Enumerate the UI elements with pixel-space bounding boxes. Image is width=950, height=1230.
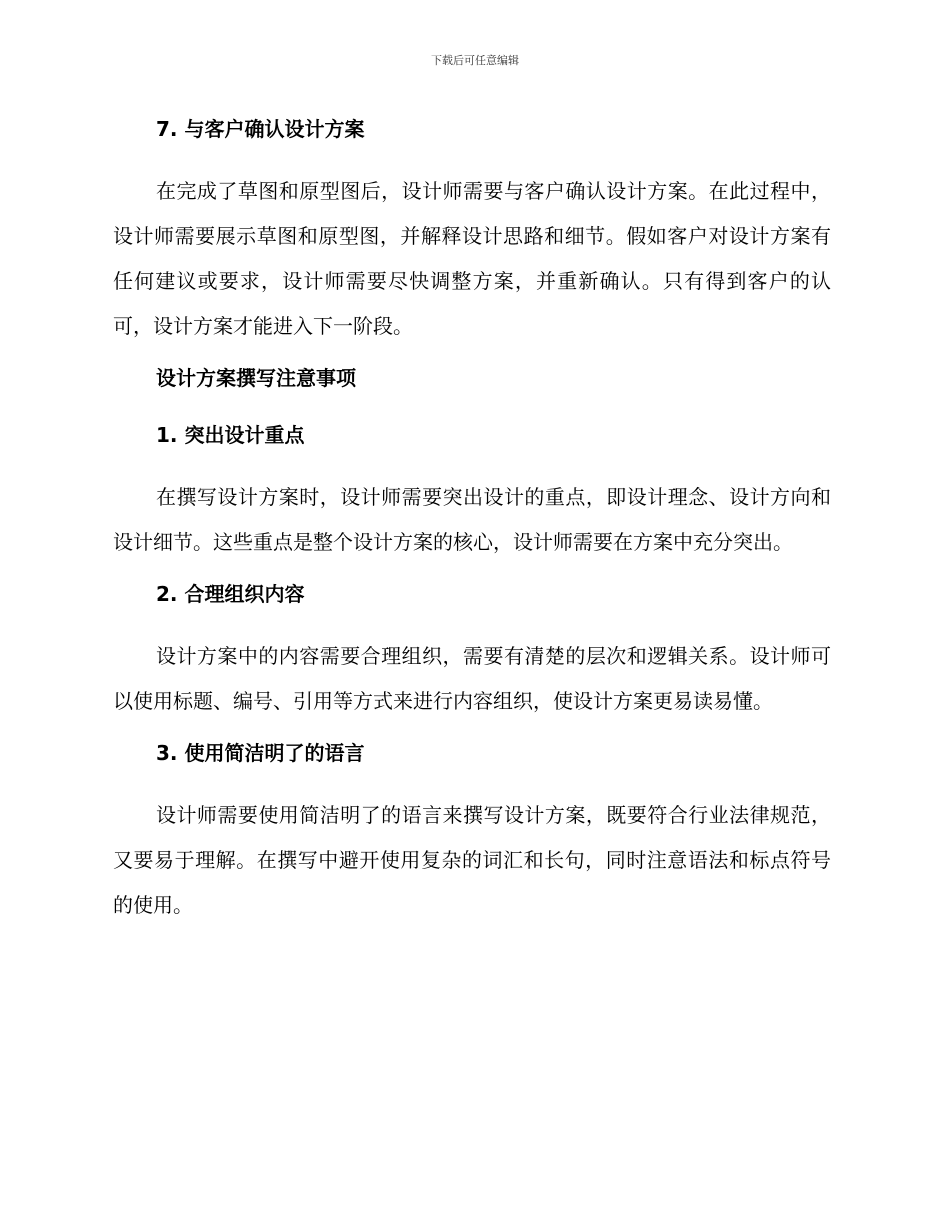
header-note: 下载后可任意编辑 (431, 54, 519, 67)
paragraph-confirm-design: 在完成了草图和原型图后，设计师需要与客户确认设计方案。在此过程中，设计师需要展示草图和原型图，并解释设计思路和细节。假如客户对设计方案有任何建议或要求，设计师需要尽快调整方案，并重新确认。只有得到客户的认可，设计方案才能进入下一阶段。 (113, 179, 831, 338)
paragraph-organize-content: 设计方案中的内容需要合理组织，需要有清楚的层次和逻辑关系。设计师可以使用标题、编号、引用等方式来进行内容组织，使设计方案更易读易懂。 (113, 644, 831, 713)
section-heading-writing-notes: 设计方案撰写注意事项 (156, 366, 356, 390)
paragraph-concise-language: 设计师需要使用简洁明了的语言来撰写设计方案，既要符合行业法律规范，又要易于理解。在撰写中避开使用复杂的词汇和长句，同时注意语法和标点符号的使用。 (113, 803, 831, 917)
section-heading-confirm-design: 7. 与客户确认设计方案 (156, 117, 365, 141)
paragraph-highlight-focus: 在撰写设计方案时，设计师需要突出设计的重点，即设计理念、设计方向和设计细节。这些重点是整个设计方案的核心，设计师需要在方案中充分突出。 (113, 485, 831, 554)
section-heading-organize-content: 2. 合理组织内容 (156, 582, 305, 606)
document-body (113, 112, 831, 940)
section-heading-concise-language: 3. 使用简洁明了的语言 (156, 741, 365, 765)
section-heading-highlight-focus: 1. 突出设计重点 (156, 423, 305, 447)
